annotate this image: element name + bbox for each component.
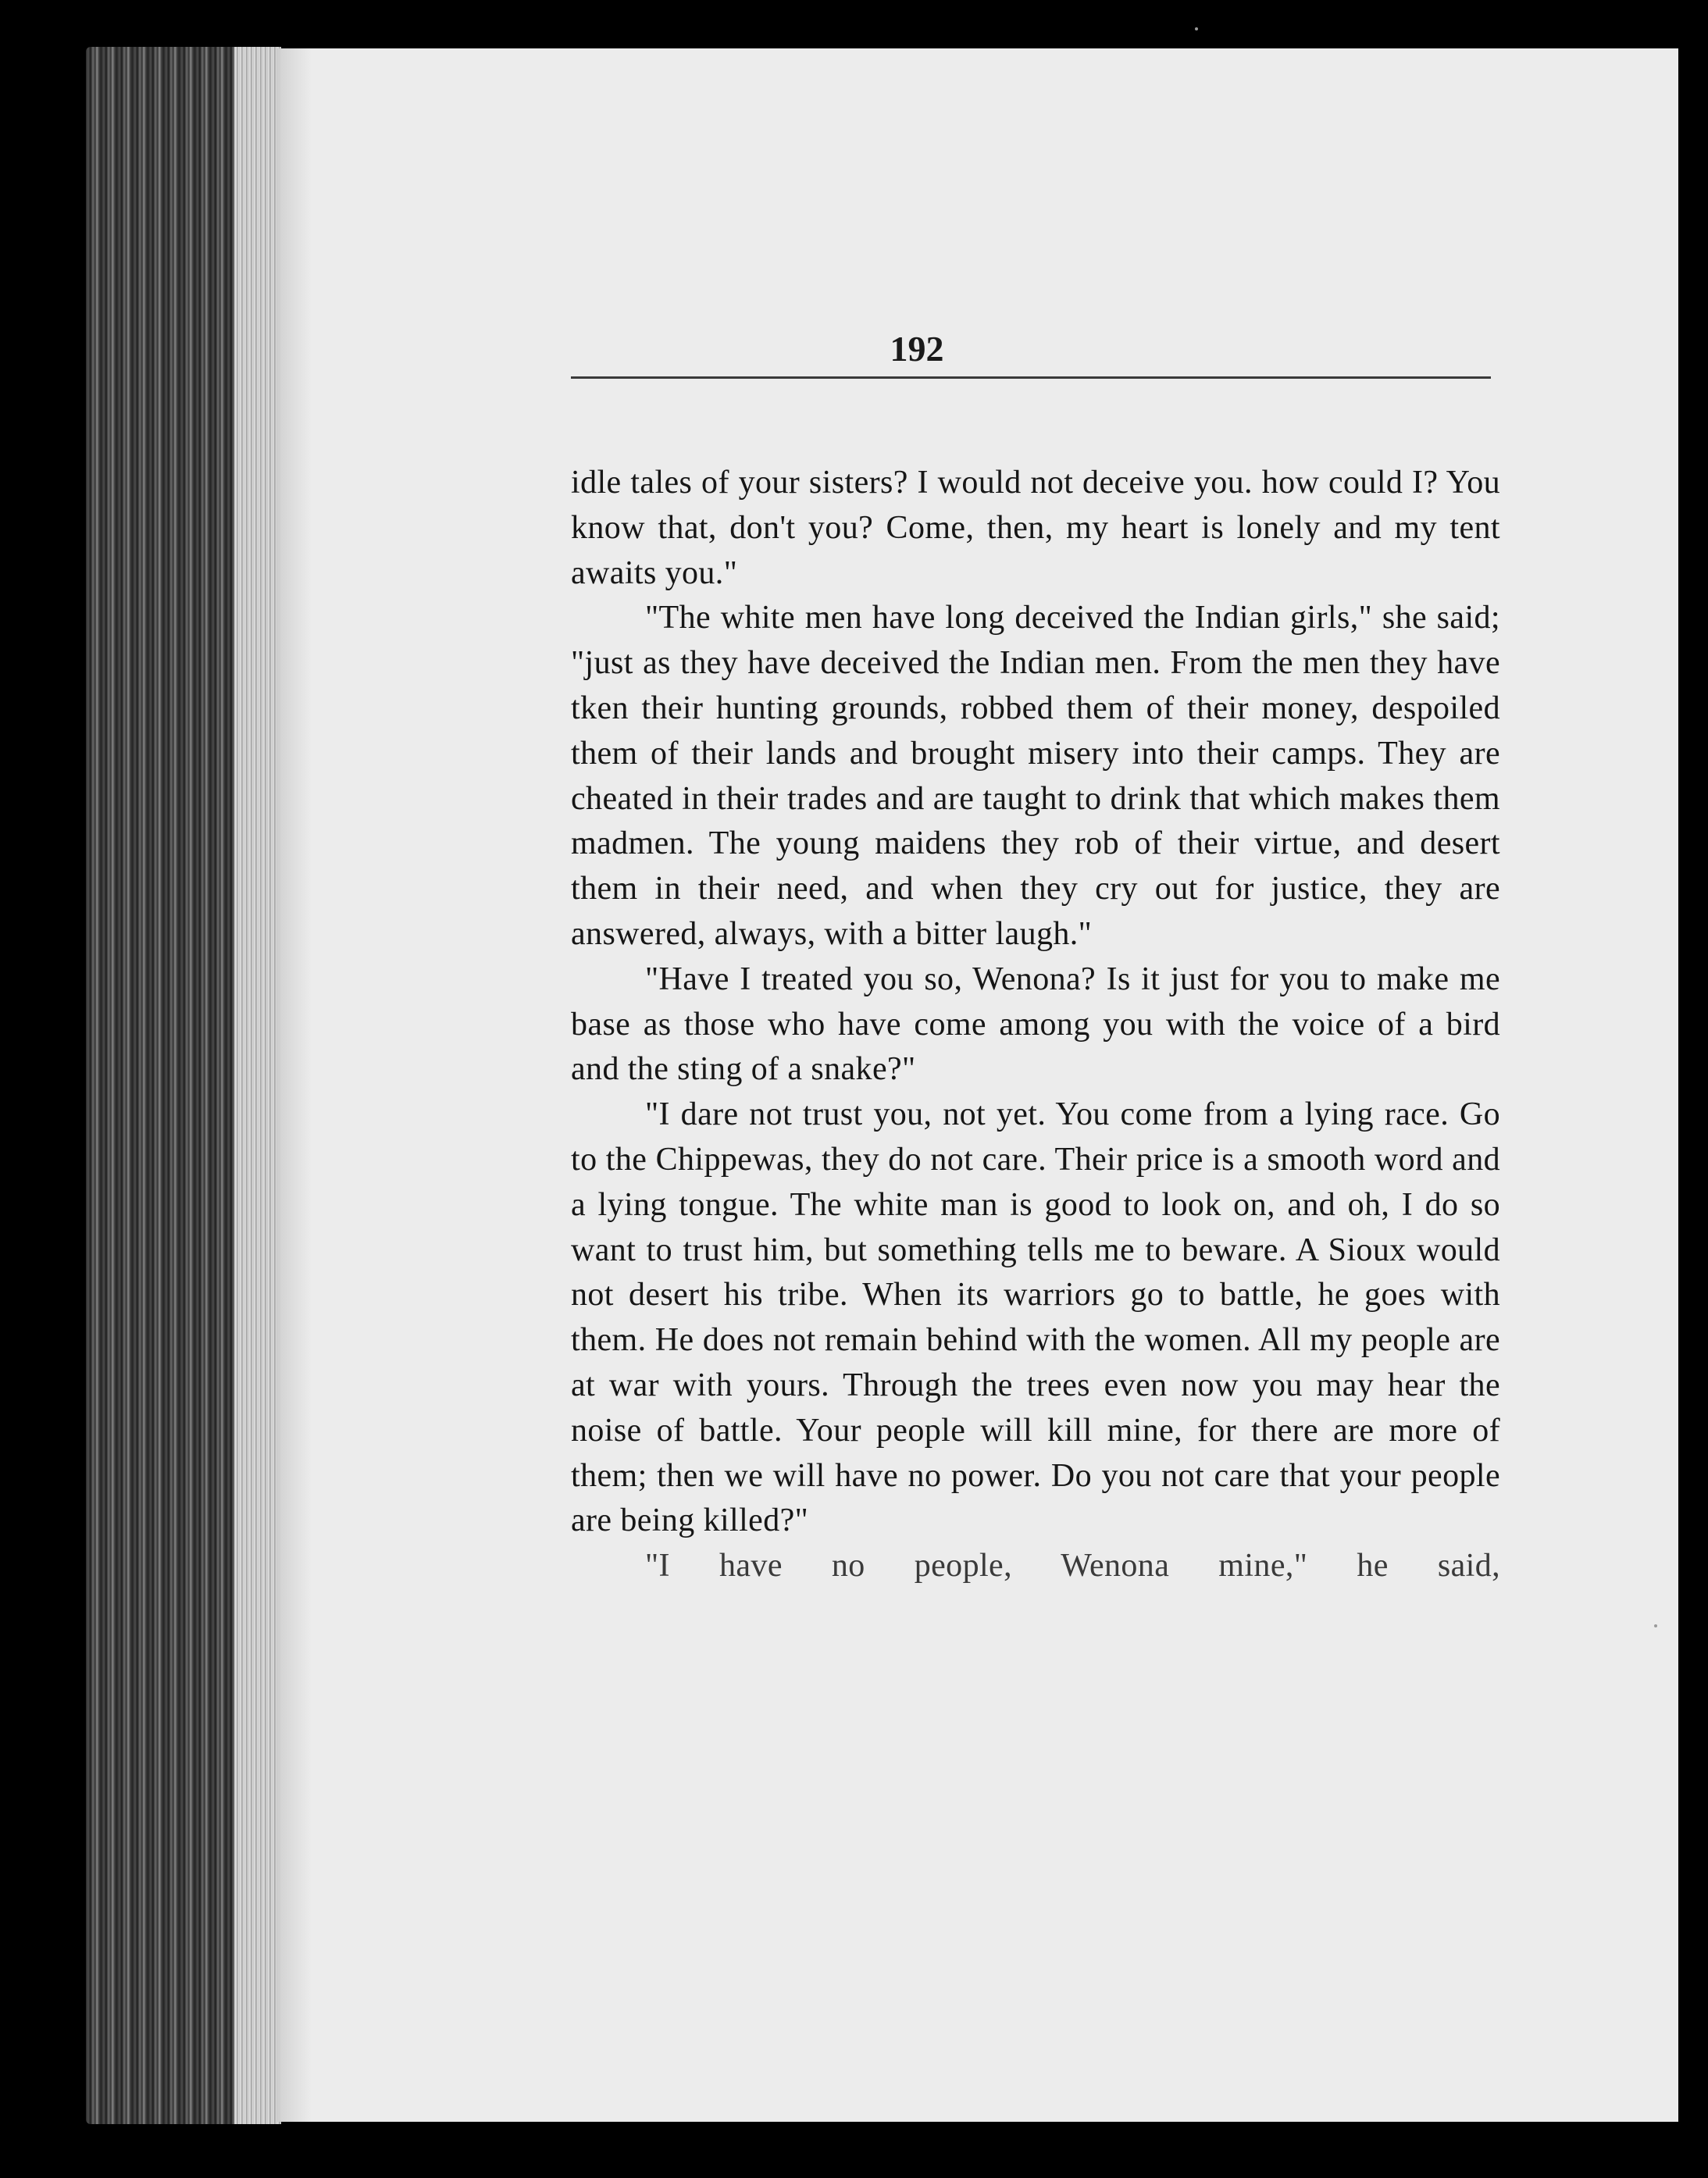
paragraph-3: "Have I treated you so, Wenona? Is it just for you to make me base as those who have come among you with the voice of a bird and the sting of a snake?" bbox=[571, 961, 1500, 1088]
header-rule bbox=[571, 376, 1491, 379]
book-page bbox=[277, 48, 1678, 2122]
page-body bbox=[571, 461, 1500, 1589]
scan-speck bbox=[1654, 1624, 1657, 1627]
paragraph-4: "I dare not trust you, not yet. You come from a lying race. Go to the Chippewas, they do not care. Their price is a smooth word and a lying tongue. The white man is good to look on, and oh, I do so want to trust him, but something tells me to beware. A Sioux would not desert his tribe. When its warriors go to battle, he goes with them. He does not remain behind with the women. All my people are at war with yours. Through the trees even now you may hear the noise of battle. Your people will kill mine, for there are more of them; then we will have no power. Do you not care that your people are being killed?" bbox=[571, 1096, 1500, 1539]
paragraph-2: "The white men have long deceived the Indian girls," she said; "just as they have deceived the Indian men. From the men they have tken their hunting grounds, robbed them of their money, despoiled them of their lands and brought misery into their camps. They are cheated in their trades and are taught to drink that which makes them madmen. The young maidens they rob of their virtue, and desert them in their need, and when they cry out for justice, they are answered, always, with a bitter laugh." bbox=[571, 600, 1500, 952]
scan-speck bbox=[1195, 27, 1198, 30]
paragraph-1: idle tales of your sisters? I would not deceive you. how could I? You know that, don't you? Come, then, my heart is lonely and my tent awaits you." bbox=[571, 465, 1500, 591]
paragraph-5: "I have no people, Wenona mine," he said, bbox=[645, 1548, 1500, 1584]
page-number: 192 bbox=[890, 329, 944, 369]
